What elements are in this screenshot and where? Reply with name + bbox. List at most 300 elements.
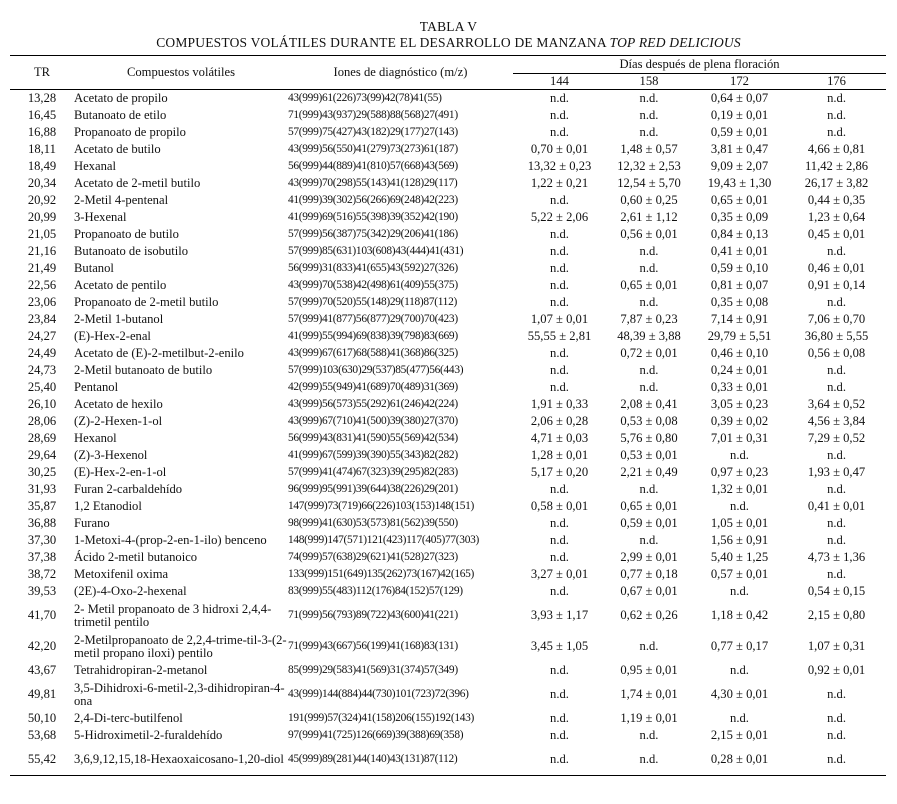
row-value-158: n.d. bbox=[639, 244, 659, 258]
row-value-172: 5,40 ± 1,25 bbox=[710, 550, 769, 564]
row-compound: 3-Hexenal bbox=[74, 210, 127, 224]
row-value-158: 12,54 ± 5,70 bbox=[617, 176, 681, 190]
table-row bbox=[10, 631, 886, 662]
row-value-176: 36,80 ± 5,55 bbox=[804, 329, 869, 343]
row-value-158: 0,95 ± 0,01 bbox=[620, 663, 678, 677]
table-caption: COMPUESTOS VOLÁTILES DURANTE EL DESARROLLO DE MANZANA TOP RED DELICIOUS bbox=[156, 35, 741, 50]
row-value-176: n.d. bbox=[827, 363, 846, 377]
row-tr: 26,10 bbox=[27, 397, 57, 411]
row-compound: Hexanol bbox=[74, 431, 117, 445]
row-value-172: 1,05 ± 0,01 bbox=[710, 516, 769, 530]
table-body bbox=[10, 90, 886, 776]
header-day-144: 144 bbox=[513, 74, 606, 90]
row-value-172: 19,43 ± 1,30 bbox=[707, 176, 772, 190]
row-compound: (E)-Hex-2-en-1-ol bbox=[74, 465, 167, 479]
row-value-144: n.d. bbox=[550, 125, 569, 139]
row-compound: 3,6,9,12,15,18-Hexaoxaicosano-1,20-diol bbox=[74, 744, 288, 776]
row-value-172: 4,30 ± 0,01 bbox=[710, 687, 769, 701]
row-value-172: 0,19 ± 0,01 bbox=[710, 108, 769, 122]
row-value-172: 0,39 ± 0,02 bbox=[710, 414, 769, 428]
row-value-158: n.d. bbox=[639, 482, 659, 496]
row-ions: 41(999)55(994)69(838)39(798)83(669) bbox=[288, 330, 458, 342]
row-value-172: 0,77 ± 0,17 bbox=[710, 639, 769, 653]
row-value-176: n.d. bbox=[787, 744, 886, 776]
header-compounds: Compuestos volátiles bbox=[74, 56, 288, 90]
table-row bbox=[10, 260, 886, 277]
table-row bbox=[10, 362, 886, 379]
row-ions: 43(999)67(617)68(588)41(368)86(325) bbox=[288, 347, 458, 359]
row-ions: 74(999)57(638)29(621)41(528)27(323) bbox=[288, 551, 458, 563]
row-tr: 16,88 bbox=[27, 125, 57, 139]
row-value-172: 2,15 ± 0,01 bbox=[710, 728, 769, 742]
row-value-172: n.d. bbox=[730, 711, 749, 725]
row-value-176: 7,29 ± 0,52 bbox=[807, 431, 866, 445]
row-value-176: n.d. bbox=[827, 108, 846, 122]
table-row bbox=[10, 566, 886, 583]
row-value-158: 1,19 ± 0,01 bbox=[620, 711, 678, 725]
row-value-176: 0,46 ± 0,01 bbox=[807, 261, 866, 275]
row-value-144: 3,27 ± 0,01 bbox=[530, 567, 589, 581]
table-row bbox=[10, 679, 886, 710]
table-row bbox=[10, 447, 886, 464]
table-row bbox=[10, 192, 886, 209]
row-value-158: 12,32 ± 2,53 bbox=[617, 159, 681, 173]
row-value-144: n.d. bbox=[550, 584, 569, 598]
table-row bbox=[10, 600, 886, 631]
row-value-158: n.d. bbox=[639, 639, 659, 653]
row-tr: 28,69 bbox=[27, 431, 57, 445]
row-value-172: 1,56 ± 0,91 bbox=[710, 533, 769, 547]
row-tr: 24,49 bbox=[27, 346, 57, 360]
row-compound: Butanoato de isobutilo bbox=[74, 244, 189, 258]
row-ions: 71(999)43(667)56(199)41(168)83(131) bbox=[288, 640, 458, 652]
row-value-158: 2,21 ± 0,49 bbox=[620, 465, 678, 479]
table-number: TABLA V bbox=[419, 19, 478, 34]
row-ions: 98(999)41(630)53(573)81(562)39(550) bbox=[288, 517, 458, 529]
row-ions: 191(999)57(324)41(158)206(155)192(143) bbox=[288, 712, 475, 724]
row-compound: 3,5-Dihidroxi-6-metil-2,3-dihidropiran-4-ona bbox=[74, 680, 285, 708]
row-value-158: n.d. bbox=[639, 125, 659, 139]
table-title bbox=[0, 19, 897, 51]
row-compound: Furan 2-carbaldehído bbox=[74, 482, 183, 496]
row-value-144: n.d. bbox=[550, 227, 569, 241]
row-ions: 148(999)147(571)121(423)117(405)77(303) bbox=[288, 534, 479, 546]
table-row bbox=[10, 481, 886, 498]
table-row bbox=[10, 345, 886, 362]
row-compound: 2-Metil butanoato de butilo bbox=[74, 363, 213, 377]
row-compound: (Z)-2-Hexen-1-ol bbox=[74, 414, 163, 428]
row-ions: 57(999)70(520)55(148)29(118)87(112) bbox=[288, 296, 457, 308]
row-ions: 57(999)103(630)29(537)85(477)56(443) bbox=[288, 364, 464, 376]
table-row bbox=[10, 158, 886, 175]
row-value-176: n.d. bbox=[827, 728, 846, 742]
row-value-158: 2,08 ± 0,41 bbox=[620, 397, 678, 411]
row-value-144: n.d. bbox=[550, 533, 569, 547]
row-value-144: n.d. bbox=[550, 482, 569, 496]
row-value-144: n.d. bbox=[550, 261, 569, 275]
row-value-176: n.d. bbox=[827, 516, 846, 530]
row-tr: 31,93 bbox=[27, 482, 57, 496]
row-value-144: n.d. bbox=[550, 380, 569, 394]
row-value-158: n.d. bbox=[639, 363, 659, 377]
row-value-176: n.d. bbox=[827, 244, 846, 258]
row-value-144: n.d. bbox=[550, 516, 569, 530]
row-ions: 43(999)61(226)73(99)42(78)41(55) bbox=[288, 92, 442, 104]
row-value-158: 0,77 ± 0,18 bbox=[620, 567, 678, 581]
row-value-144: n.d. bbox=[550, 687, 569, 701]
row-ions: 43(999)56(550)41(279)73(273)61(187) bbox=[288, 143, 458, 155]
row-ions: 133(999)151(649)135(262)73(167)42(165) bbox=[288, 568, 475, 580]
row-tr: 38,72 bbox=[27, 567, 57, 581]
row-tr: 22,56 bbox=[27, 278, 57, 292]
row-value-158: 2,99 ± 0,01 bbox=[620, 550, 678, 564]
row-tr: 13,28 bbox=[27, 91, 57, 105]
row-value-158: n.d. bbox=[639, 728, 659, 742]
row-value-176: 2,15 ± 0,80 bbox=[807, 608, 866, 622]
row-value-144: 1,91 ± 0,33 bbox=[530, 397, 589, 411]
row-value-172: 3,81 ± 0,47 bbox=[710, 142, 769, 156]
table-row bbox=[10, 413, 886, 430]
row-value-176: n.d. bbox=[827, 533, 846, 547]
row-value-172: 0,33 ± 0,01 bbox=[710, 380, 769, 394]
row-tr: 20,34 bbox=[27, 176, 57, 190]
header-day-158: 158 bbox=[606, 74, 692, 90]
row-value-158: 2,61 ± 1,12 bbox=[620, 210, 678, 224]
row-tr: 24,27 bbox=[27, 329, 57, 343]
table-row bbox=[10, 107, 886, 124]
row-ions: 42(999)55(949)41(689)70(489)31(369) bbox=[288, 381, 458, 393]
row-tr: 55,42 bbox=[10, 744, 74, 776]
row-tr: 35,87 bbox=[27, 499, 57, 513]
row-value-176: n.d. bbox=[827, 380, 846, 394]
row-value-144: 1,07 ± 0,01 bbox=[530, 312, 589, 326]
table-row bbox=[10, 277, 886, 294]
row-tr: 23,84 bbox=[27, 312, 57, 326]
table-row bbox=[10, 175, 886, 192]
row-value-176: n.d. bbox=[827, 687, 846, 701]
table-row bbox=[10, 379, 886, 396]
row-compound: (2E)-4-Oxo-2-hexenal bbox=[74, 584, 187, 598]
row-tr: 18,11 bbox=[28, 142, 56, 156]
row-value-144: 5,22 ± 2,06 bbox=[530, 210, 589, 224]
row-tr: 37,38 bbox=[27, 550, 57, 564]
table-row bbox=[10, 328, 886, 345]
row-value-158: 0,60 ± 0,25 bbox=[620, 193, 678, 207]
row-ions: 57(999)85(631)103(608)43(444)41(431) bbox=[288, 245, 464, 257]
row-value-172: 0,65 ± 0,01 bbox=[710, 193, 769, 207]
row-value-176: 26,17 ± 3,82 bbox=[804, 176, 869, 190]
row-value-158: n.d. bbox=[639, 261, 659, 275]
row-value-144: n.d. bbox=[550, 550, 569, 564]
row-value-172: 9,09 ± 2,07 bbox=[710, 159, 769, 173]
row-compound: Ácido 2-metil butanoico bbox=[74, 550, 198, 564]
row-ions: 97(999)41(725)126(669)39(388)69(358) bbox=[288, 729, 464, 741]
row-tr: 21,16 bbox=[27, 244, 57, 258]
table-row bbox=[10, 141, 886, 158]
table-row bbox=[10, 311, 886, 328]
row-compound: (Z)-3-Hexenol bbox=[74, 448, 148, 462]
row-value-158: 0,65 ± 0,01 bbox=[620, 278, 678, 292]
row-ions: 85(999)29(583)41(569)31(374)57(349) bbox=[288, 664, 458, 676]
row-value-144: 0,70 ± 0,01 bbox=[530, 142, 589, 156]
table-row bbox=[10, 294, 886, 311]
row-tr: 39,53 bbox=[27, 584, 57, 598]
row-ions: 43(999)70(538)42(498)61(409)55(375) bbox=[288, 279, 458, 291]
header-day-172: 172 bbox=[692, 74, 787, 90]
row-value-172: 1,18 ± 0,42 bbox=[710, 608, 769, 622]
row-ions: 45(999)89(281)44(140)43(131)87(112) bbox=[288, 744, 513, 776]
row-value-176: 0,56 ± 0,08 bbox=[807, 346, 866, 360]
row-value-158: 0,56 ± 0,01 bbox=[620, 227, 678, 241]
row-value-172: 1,32 ± 0,01 bbox=[710, 482, 769, 496]
row-value-144: 1,28 ± 0,01 bbox=[530, 448, 589, 462]
row-value-158: n.d. bbox=[639, 108, 659, 122]
row-compound: Acetato de hexilo bbox=[74, 397, 163, 411]
row-value-176: 11,42 ± 2,86 bbox=[804, 159, 869, 173]
row-value-158: 0,53 ± 0,08 bbox=[620, 414, 678, 428]
row-compound: 2- Metil propanoato de 3 hidroxi 2,4,4-trimetil pentilo bbox=[74, 601, 272, 629]
row-value-144: 1,22 ± 0,21 bbox=[530, 176, 589, 190]
row-compound: Butanoato de etilo bbox=[74, 108, 167, 122]
row-tr: 20,92 bbox=[27, 193, 57, 207]
row-value-172: n.d. bbox=[730, 499, 749, 513]
row-tr: 41,70 bbox=[27, 608, 57, 622]
row-value-172: n.d. bbox=[730, 448, 749, 462]
row-compound: Acetato de butilo bbox=[74, 142, 161, 156]
row-value-176: 4,73 ± 1,36 bbox=[807, 550, 866, 564]
row-value-144: 55,55 ± 2,81 bbox=[527, 329, 592, 343]
row-value-144: n.d. bbox=[550, 244, 569, 258]
header-tr: TR bbox=[10, 56, 74, 90]
row-value-176: 0,54 ± 0,15 bbox=[807, 584, 866, 598]
row-value-172: 0,28 ± 0,01 bbox=[692, 744, 787, 776]
row-value-158: n.d. bbox=[639, 295, 659, 309]
row-value-158: 7,87 ± 0,23 bbox=[620, 312, 678, 326]
header-ions: Iones de diagnóstico (m/z) bbox=[288, 56, 513, 90]
row-tr: 24,73 bbox=[27, 363, 57, 377]
table-row bbox=[10, 124, 886, 141]
row-compound: Propanoato de butilo bbox=[74, 227, 179, 241]
table-row bbox=[10, 549, 886, 566]
row-value-158: 0,72 ± 0,01 bbox=[620, 346, 678, 360]
row-value-144: n.d. bbox=[550, 663, 569, 677]
volatiles-table bbox=[10, 55, 886, 776]
row-value-158: 0,53 ± 0,01 bbox=[620, 448, 678, 462]
row-value-176: 1,07 ± 0,31 bbox=[807, 639, 866, 653]
row-value-144: 2,06 ± 0,28 bbox=[530, 414, 589, 428]
row-ions: 43(999)67(710)41(500)39(380)27(370) bbox=[288, 415, 458, 427]
row-value-172: 0,35 ± 0,08 bbox=[710, 295, 769, 309]
row-value-172: n.d. bbox=[730, 663, 749, 677]
row-tr: 43,67 bbox=[27, 663, 57, 677]
row-compound: Propanoato de 2-metil butilo bbox=[74, 295, 219, 309]
row-tr: 18,49 bbox=[27, 159, 57, 173]
row-value-144: 5,17 ± 0,20 bbox=[530, 465, 589, 479]
row-compound: 2-Metil 4-pentenal bbox=[74, 193, 169, 207]
row-compound: 1-Metoxi-4-(prop-2-en-1-ilo) benceno bbox=[74, 533, 267, 547]
row-value-158: 1,48 ± 0,57 bbox=[620, 142, 678, 156]
row-value-158: 0,67 ± 0,01 bbox=[620, 584, 678, 598]
row-tr: 49,81 bbox=[27, 687, 57, 701]
row-value-144: n.d. bbox=[550, 193, 569, 207]
row-compound: 5-Hidroximetil-2-furaldehído bbox=[74, 728, 223, 742]
row-value-176: 4,66 ± 0,81 bbox=[807, 142, 866, 156]
row-value-144: 4,71 ± 0,03 bbox=[530, 431, 589, 445]
row-tr: 53,68 bbox=[27, 728, 57, 742]
header-days: Días después de plena floración bbox=[513, 56, 886, 74]
row-ions: 43(999)70(298)55(143)41(128)29(117) bbox=[288, 177, 458, 189]
row-value-172: 0,97 ± 0,23 bbox=[710, 465, 769, 479]
row-value-176: n.d. bbox=[827, 711, 846, 725]
row-value-144: 13,32 ± 0,23 bbox=[527, 159, 592, 173]
row-compound: 1,2 Etanodiol bbox=[74, 499, 142, 513]
row-value-172: 0,59 ± 0,01 bbox=[710, 125, 769, 139]
row-value-144: n.d. bbox=[550, 91, 569, 105]
row-value-176: 4,56 ± 3,84 bbox=[807, 414, 866, 428]
row-value-144: n.d. bbox=[550, 711, 569, 725]
row-compound: Acetato de propilo bbox=[74, 91, 168, 105]
row-value-144: n.d. bbox=[550, 728, 569, 742]
row-value-172: 0,59 ± 0,10 bbox=[710, 261, 769, 275]
row-value-158: 1,74 ± 0,01 bbox=[620, 687, 678, 701]
row-ions: 57(999)41(877)56(877)29(700)70(423) bbox=[288, 313, 458, 325]
row-tr: 30,25 bbox=[27, 465, 57, 479]
row-compound: 2-Metilpropanoato de 2,2,4-trime-til-3-(2-metil propano iloxi) pentilo bbox=[74, 632, 287, 660]
row-value-158: 0,62 ± 0,26 bbox=[620, 608, 678, 622]
row-ions: 56(999)31(833)41(655)43(592)27(326) bbox=[288, 262, 458, 274]
row-compound: Hexanal bbox=[74, 159, 116, 173]
table-row bbox=[10, 532, 886, 549]
row-compound: Acetato de pentilo bbox=[74, 278, 167, 292]
row-compound: (E)-Hex-2-enal bbox=[74, 329, 151, 343]
row-value-158: 48,39 ± 3,88 bbox=[617, 329, 681, 343]
row-compound: Propanoato de propilo bbox=[74, 125, 186, 139]
table-row bbox=[10, 583, 886, 600]
row-ions: 71(999)43(937)29(588)88(568)27(491) bbox=[288, 109, 458, 121]
row-compound: Tetrahidropiran-2-metanol bbox=[74, 663, 208, 677]
row-ions: 147(999)73(719)66(226)103(153)148(151) bbox=[288, 500, 475, 512]
row-value-172: 7,14 ± 0,91 bbox=[710, 312, 769, 326]
table-row bbox=[10, 464, 886, 481]
row-compound: Acetato de (E)-2-metilbut-2-enilo bbox=[74, 346, 244, 360]
row-value-176: 1,23 ± 0,64 bbox=[807, 210, 866, 224]
row-ions: 43(999)56(573)55(292)61(246)42(224) bbox=[288, 398, 458, 410]
row-value-176: 0,91 ± 0,14 bbox=[807, 278, 866, 292]
row-value-144: 3,45 ± 1,05 bbox=[530, 639, 589, 653]
row-value-176: n.d. bbox=[827, 448, 846, 462]
table-row bbox=[10, 710, 886, 727]
row-value-144: n.d. bbox=[550, 295, 569, 309]
row-value-176: n.d. bbox=[827, 482, 846, 496]
table-row bbox=[10, 396, 886, 413]
row-value-172: 3,05 ± 0,23 bbox=[710, 397, 769, 411]
row-value-158: 5,76 ± 0,80 bbox=[620, 431, 678, 445]
row-value-176: 7,06 ± 0,70 bbox=[807, 312, 866, 326]
table-row bbox=[10, 727, 886, 744]
row-value-172: 0,46 ± 0,10 bbox=[710, 346, 769, 360]
row-value-176: n.d. bbox=[827, 125, 846, 139]
table-row bbox=[10, 662, 886, 679]
row-ions: 71(999)56(793)89(722)43(600)41(221) bbox=[288, 609, 458, 621]
row-compound: 2,4-Di-terc-butilfenol bbox=[74, 711, 183, 725]
row-value-144: 0,58 ± 0,01 bbox=[530, 499, 589, 513]
row-compound: Metoxifenil oxima bbox=[74, 567, 169, 581]
row-value-176: n.d. bbox=[827, 91, 846, 105]
table-row bbox=[10, 430, 886, 447]
table-row bbox=[10, 209, 886, 226]
row-compound: Pentanol bbox=[74, 380, 119, 394]
row-value-176: 0,41 ± 0,01 bbox=[807, 499, 866, 513]
row-value-172: 0,35 ± 0,09 bbox=[710, 210, 769, 224]
row-value-172: 0,57 ± 0,01 bbox=[710, 567, 769, 581]
row-value-172: 0,84 ± 0,13 bbox=[710, 227, 769, 241]
row-ions: 56(999)43(831)41(590)55(569)42(534) bbox=[288, 432, 458, 444]
row-value-172: 0,24 ± 0,01 bbox=[710, 363, 769, 377]
row-ions: 41(999)69(516)55(398)39(352)42(190) bbox=[288, 211, 458, 223]
row-tr: 42,20 bbox=[27, 639, 57, 653]
row-tr: 28,06 bbox=[27, 414, 57, 428]
row-tr: 50,10 bbox=[27, 711, 57, 725]
row-value-172: 0,81 ± 0,07 bbox=[710, 278, 769, 292]
header-day-176: 176 bbox=[787, 74, 886, 90]
row-value-172: 7,01 ± 0,31 bbox=[710, 431, 769, 445]
row-value-144: n.d. bbox=[550, 346, 569, 360]
row-ions: 57(999)75(427)43(182)29(177)27(143) bbox=[288, 126, 458, 138]
row-value-176: 1,93 ± 0,47 bbox=[807, 465, 866, 479]
row-value-144: n.d. bbox=[550, 108, 569, 122]
row-tr: 23,06 bbox=[27, 295, 57, 309]
row-tr: 16,45 bbox=[27, 108, 57, 122]
row-value-144: n.d. bbox=[550, 278, 569, 292]
table-row bbox=[10, 226, 886, 243]
row-ions: 41(999)67(599)39(390)55(343)82(282) bbox=[288, 449, 458, 461]
row-value-158: n.d. bbox=[606, 744, 692, 776]
row-value-176: 3,64 ± 0,52 bbox=[807, 397, 866, 411]
table-row bbox=[10, 243, 886, 260]
row-ions: 96(999)95(991)39(644)38(226)29(201) bbox=[288, 483, 458, 495]
row-compound: Butanol bbox=[74, 261, 114, 275]
row-value-176: 0,44 ± 0,35 bbox=[807, 193, 866, 207]
row-value-172: 29,79 ± 5,51 bbox=[707, 329, 772, 343]
row-compound: 2-Metil 1-butanol bbox=[74, 312, 164, 326]
table-row bbox=[10, 498, 886, 515]
row-value-158: 0,59 ± 0,01 bbox=[620, 516, 678, 530]
row-tr: 21,05 bbox=[27, 227, 57, 241]
row-value-172: n.d. bbox=[730, 584, 749, 598]
row-ions: 57(999)41(474)67(323)39(295)82(283) bbox=[288, 466, 458, 478]
row-value-158: n.d. bbox=[639, 533, 659, 547]
row-ions: 57(999)56(387)75(342)29(206)41(186) bbox=[288, 228, 458, 240]
row-value-144: 3,93 ± 1,17 bbox=[530, 608, 589, 622]
row-ions: 41(999)39(302)56(266)69(248)42(223) bbox=[288, 194, 458, 206]
row-ions: 56(999)44(889)41(810)57(668)43(569) bbox=[288, 160, 458, 172]
row-ions: 83(999)55(483)112(176)84(152)57(129) bbox=[288, 585, 463, 597]
row-compound: Acetato de 2-metil butilo bbox=[74, 176, 201, 190]
row-value-158: n.d. bbox=[639, 91, 659, 105]
row-value-176: n.d. bbox=[827, 295, 846, 309]
row-tr: 25,40 bbox=[27, 380, 57, 394]
row-tr: 20,99 bbox=[27, 210, 57, 224]
row-value-176: 0,92 ± 0,01 bbox=[807, 663, 866, 677]
row-value-158: n.d. bbox=[639, 380, 659, 394]
row-value-144: n.d. bbox=[513, 744, 606, 776]
row-tr: 29,64 bbox=[27, 448, 57, 462]
row-tr: 37,30 bbox=[27, 533, 57, 547]
table-row bbox=[10, 90, 886, 108]
row-value-172: 0,64 ± 0,07 bbox=[710, 91, 769, 105]
row-value-172: 0,41 ± 0,01 bbox=[710, 244, 769, 258]
row-tr: 21,49 bbox=[27, 261, 57, 275]
